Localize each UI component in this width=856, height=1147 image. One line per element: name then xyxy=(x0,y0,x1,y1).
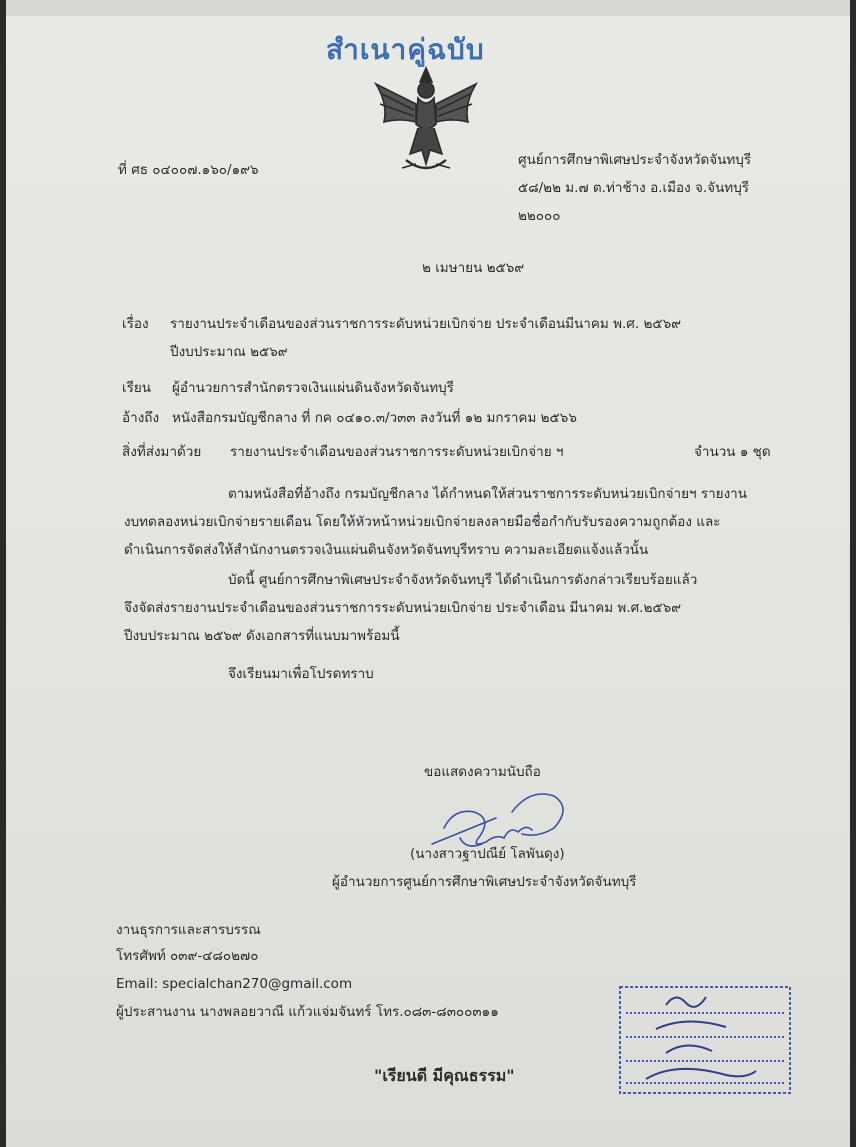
sender-address-line: ๕๘/๒๒ ม.๗ ต.ท่าช้าง อ.เมือง จ.จันทบุรี xyxy=(518,180,750,196)
document-number: ที่ ศธ ๐๔๐๐๗.๑๖๐/๑๙๖ xyxy=(118,162,259,178)
recipient-text: ผู้อำนวยการสำนักตรวจเงินแผ่นดินจังหวัดจันทบุรี xyxy=(172,380,454,396)
footer-phone: โทรศัพท์ ๐๓๙-๔๘๐๒๗๐ xyxy=(116,948,259,964)
enclosure-label: สิ่งที่ส่งมาด้วย xyxy=(122,444,202,460)
document-date: ๒ เมษายน ๒๕๖๙ xyxy=(422,260,525,276)
sender-address-line: ศูนย์การศึกษาพิเศษประจำจังหวัดจันทบุรี xyxy=(518,152,752,168)
closing-line: จึงเรียนมาเพื่อโปรดทราบ xyxy=(228,666,374,682)
sender-address-line: ๒๒๐๐๐ xyxy=(518,208,561,224)
enclosure-quantity: จำนวน ๑ ชุด xyxy=(694,444,771,460)
body-line: จึงจัดส่งรายงานประจำเดือนของส่วนราชการระดับหน่วยเบิกจ่าย ประจำเดือน มีนาคม พ.ศ.๒๕๖๙ xyxy=(124,600,682,616)
footer-coordinator: ผู้ประสานงาน นางพลอยวาณี แก้วแจ่มจันทร์ โทร.๐๘๓-๘๓๐๐๓๑๑ xyxy=(116,1004,499,1020)
enclosure-text: รายงานประจำเดือนของส่วนราชการระดับหน่วยเบิกจ่าย ฯ xyxy=(230,444,564,460)
approval-stamp xyxy=(616,983,794,1097)
subject-text: รายงานประจำเดือนของส่วนราชการระดับหน่วยเบิกจ่าย ประจำเดือนมีนาคม พ.ศ. ๒๕๖๙ xyxy=(170,316,682,332)
reference-text: หนังสือกรมบัญชีกลาง ที่ กค ๐๔๑๐.๓/ว๓๓ ลงวันที่ ๑๒ มกราคม ๒๕๖๖ xyxy=(172,410,577,426)
copy-stamp: สำเนาคู่ฉบับ xyxy=(326,33,485,66)
reference-label: อ้างถึง xyxy=(122,410,160,426)
school-motto: "เรียนดี มีคุณธรรม" xyxy=(374,1066,515,1085)
recipient-label: เรียน xyxy=(122,380,152,396)
salutation: ขอแสดงความนับถือ xyxy=(424,764,541,780)
subject-label: เรื่อง xyxy=(122,316,149,332)
body-line: ปีงบประมาณ ๒๕๖๙ ดังเอกสารที่แนบมาพร้อมนี้ xyxy=(124,628,400,644)
body-line: งบทดลองหน่วยเบิกจ่ายรายเดือน โดยให้หัวหน้าหน่วยเบิกจ่ายลงลายมือชื่อกำกับรับรองความถูกต้อง และ xyxy=(124,514,721,530)
signatory-name: (นางสาวฐาปณีย์ โลพันดุง) xyxy=(410,846,565,862)
body-line: ดำเนินการจัดส่งให้สำนักงานตรวจเงินแผ่นดินจังหวัดจันทบุรีทราบ ความละเอียดแจ้งแล้วนั้น xyxy=(124,542,649,558)
footer-email: Email: specialchan270@gmail.com xyxy=(116,976,353,992)
garuda-emblem-icon xyxy=(366,64,486,180)
signatory-position: ผู้อำนวยการศูนย์การศึกษาพิเศษประจำจังหวัดจันทบุรี xyxy=(332,874,637,890)
document-page xyxy=(6,0,850,1147)
footer-department: งานธุรการและสารบรรณ xyxy=(116,922,261,938)
body-line: บัดนี้ ศูนย์การศึกษาพิเศษประจำจังหวัดจันทบุรี ได้ดำเนินการดังกล่าวเรียบร้อยแล้ว xyxy=(228,572,698,588)
body-line: ตามหนังสือที่อ้างถึง กรมบัญชีกลาง ได้กำหนดให้ส่วนราชการระดับหน่วยเบิกจ่ายฯ รายงาน xyxy=(228,486,747,502)
subject-text-cont: ปีงบประมาณ ๒๕๖๙ xyxy=(170,344,288,360)
